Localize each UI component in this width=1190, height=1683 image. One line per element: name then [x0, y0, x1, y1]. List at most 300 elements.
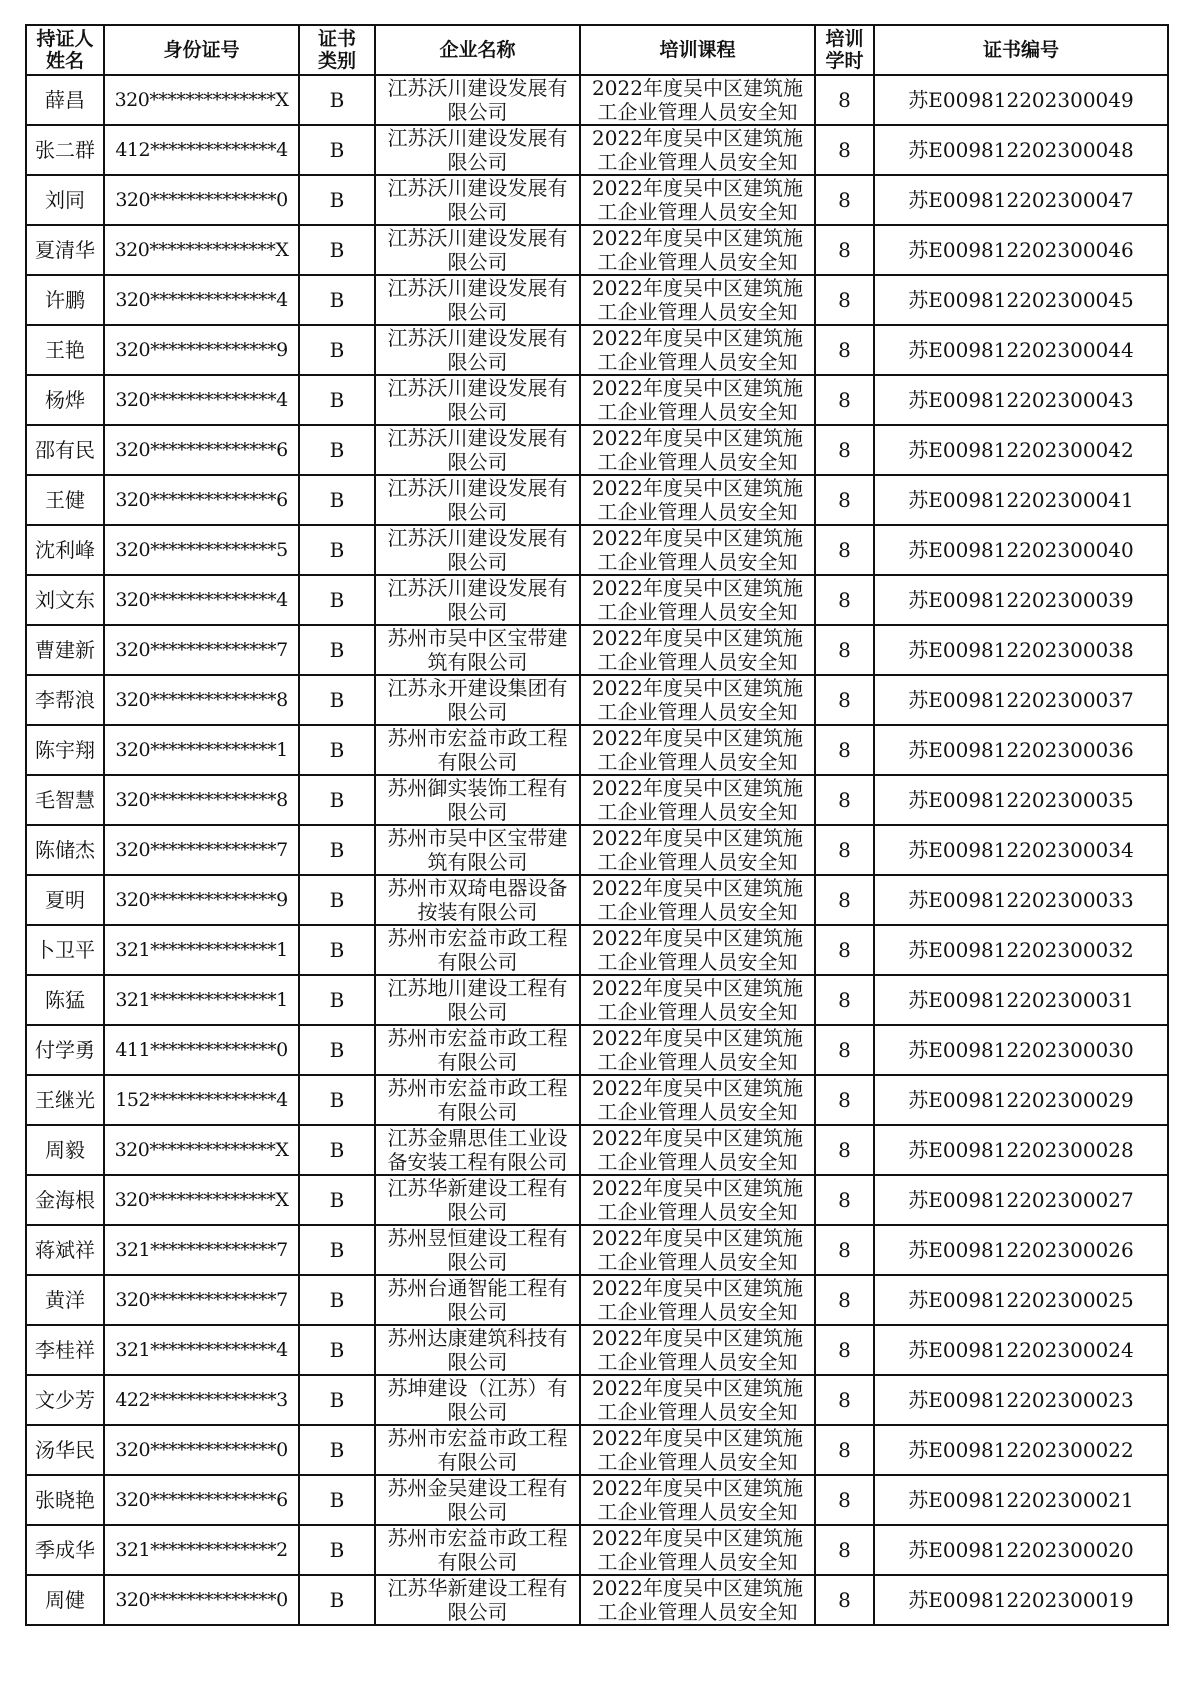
holder-name-cell: 李桂祥	[26, 1325, 104, 1375]
hours-cell: 8	[815, 825, 874, 875]
hours-cell: 8	[815, 625, 874, 675]
course-cell	[580, 125, 815, 175]
table-row	[26, 1575, 1168, 1625]
course-cell	[580, 1225, 815, 1275]
company-cell-text: 江苏华新建设工程有限公司	[387, 1176, 568, 1224]
course-cell-text: 2022年度吴中区建筑施工企业管理人员安全知	[592, 1076, 803, 1124]
header-id-number: 身份证号	[104, 25, 299, 75]
table-row	[26, 425, 1168, 475]
id-number-cell: 320**************0	[104, 1575, 299, 1625]
id-number-cell: 321**************2	[104, 1525, 299, 1575]
cert-type-cell: B	[299, 1225, 375, 1275]
holder-name-cell: 夏清华	[26, 225, 104, 275]
company-cell-text: 江苏沃川建设发展有限公司	[387, 376, 568, 424]
cert-type-cell: B	[299, 375, 375, 425]
cert-number-cell: 苏E009812202300025	[874, 1275, 1168, 1325]
id-number-cell: 320**************7	[104, 625, 299, 675]
table-row	[26, 1275, 1168, 1325]
company-cell	[375, 1375, 580, 1425]
id-number-cell: 320**************7	[104, 825, 299, 875]
company-cell-text: 江苏华新建设工程有限公司	[387, 1576, 568, 1624]
id-number-cell: 320**************0	[104, 175, 299, 225]
table-row	[26, 225, 1168, 275]
cert-number-cell: 苏E009812202300036	[874, 725, 1168, 775]
course-cell-text: 2022年度吴中区建筑施工企业管理人员安全知	[592, 426, 803, 474]
course-cell	[580, 425, 815, 475]
company-cell-text: 江苏沃川建设发展有限公司	[387, 476, 568, 524]
holder-name-cell: 刘同	[26, 175, 104, 225]
holder-name-cell: 夏明	[26, 875, 104, 925]
holder-name-cell: 沈利峰	[26, 525, 104, 575]
table-row	[26, 725, 1168, 775]
cert-number-cell: 苏E009812202300040	[874, 525, 1168, 575]
table-row	[26, 1125, 1168, 1175]
hours-cell: 8	[815, 1475, 874, 1525]
company-cell	[375, 125, 580, 175]
cert-number-cell: 苏E009812202300048	[874, 125, 1168, 175]
cert-number-cell: 苏E009812202300041	[874, 475, 1168, 525]
holder-name-cell: 王继光	[26, 1075, 104, 1125]
course-cell-text: 2022年度吴中区建筑施工企业管理人员安全知	[592, 476, 803, 524]
course-cell-text: 2022年度吴中区建筑施工企业管理人员安全知	[592, 876, 803, 924]
cert-number-cell: 苏E009812202300020	[874, 1525, 1168, 1575]
company-cell	[375, 175, 580, 225]
hours-cell: 8	[815, 75, 874, 125]
holder-name-cell: 王健	[26, 475, 104, 525]
holder-name-cell: 李帮浪	[26, 675, 104, 725]
company-cell	[375, 525, 580, 575]
company-cell	[375, 875, 580, 925]
company-cell-text: 苏州御实装饰工程有限公司	[387, 776, 568, 824]
cert-type-cell: B	[299, 1525, 375, 1575]
table-row	[26, 1475, 1168, 1525]
table-row	[26, 1425, 1168, 1475]
table-row	[26, 1325, 1168, 1375]
id-number-cell: 320**************1	[104, 725, 299, 775]
course-cell-text: 2022年度吴中区建筑施工企业管理人员安全知	[592, 1426, 803, 1474]
course-cell	[580, 925, 815, 975]
table-row	[26, 475, 1168, 525]
hours-cell: 8	[815, 575, 874, 625]
cert-type-cell: B	[299, 1425, 375, 1475]
table-row	[26, 1025, 1168, 1075]
course-cell-text: 2022年度吴中区建筑施工企业管理人员安全知	[592, 376, 803, 424]
cert-type-cell: B	[299, 625, 375, 675]
company-cell-text: 江苏沃川建设发展有限公司	[387, 76, 568, 124]
company-cell-text: 江苏沃川建设发展有限公司	[387, 426, 568, 474]
course-cell-text: 2022年度吴中区建筑施工企业管理人员安全知	[592, 1526, 803, 1574]
holder-name-cell: 付学勇	[26, 1025, 104, 1075]
table-row	[26, 175, 1168, 225]
cert-type-cell: B	[299, 1575, 375, 1625]
cert-number-cell: 苏E009812202300029	[874, 1075, 1168, 1125]
id-number-cell: 152**************4	[104, 1075, 299, 1125]
company-cell	[375, 825, 580, 875]
id-number-cell: 320**************9	[104, 875, 299, 925]
company-cell-text: 苏坤建设（江苏）有限公司	[387, 1376, 568, 1424]
header-company: 企业名称	[375, 25, 580, 75]
course-cell-text: 2022年度吴中区建筑施工企业管理人员安全知	[592, 926, 803, 974]
certificate-table	[25, 24, 1169, 1626]
hours-cell: 8	[815, 1575, 874, 1625]
company-cell-text: 苏州台通智能工程有限公司	[387, 1276, 568, 1324]
table-row	[26, 1375, 1168, 1425]
holder-name-cell: 王艳	[26, 325, 104, 375]
table-row	[26, 325, 1168, 375]
course-cell-text: 2022年度吴中区建筑施工企业管理人员安全知	[592, 1226, 803, 1274]
id-number-cell: 320**************6	[104, 475, 299, 525]
cert-type-cell: B	[299, 75, 375, 125]
table-row	[26, 775, 1168, 825]
course-cell-text: 2022年度吴中区建筑施工企业管理人员安全知	[592, 1576, 803, 1624]
cert-type-cell: B	[299, 1325, 375, 1375]
table-row	[26, 1225, 1168, 1275]
company-cell	[375, 1225, 580, 1275]
company-cell-text: 苏州市宏益市政工程有限公司	[387, 1426, 568, 1474]
company-cell	[375, 675, 580, 725]
course-cell	[580, 1575, 815, 1625]
course-cell	[580, 1125, 815, 1175]
cert-type-cell: B	[299, 1475, 375, 1525]
course-cell	[580, 575, 815, 625]
id-number-cell: 320**************6	[104, 425, 299, 475]
company-cell-text: 江苏金鼎思佳工业设备安装工程有限公司	[387, 1126, 568, 1174]
cert-type-cell: B	[299, 525, 375, 575]
cert-type-cell: B	[299, 425, 375, 475]
hours-cell: 8	[815, 175, 874, 225]
cert-number-cell: 苏E009812202300049	[874, 75, 1168, 125]
hours-cell: 8	[815, 1025, 874, 1075]
cert-type-cell: B	[299, 125, 375, 175]
holder-name-cell: 张晓艳	[26, 1475, 104, 1525]
cert-type-cell: B	[299, 275, 375, 325]
course-cell-text: 2022年度吴中区建筑施工企业管理人员安全知	[592, 1126, 803, 1174]
course-cell	[580, 725, 815, 775]
company-cell-text: 江苏沃川建设发展有限公司	[387, 176, 568, 224]
cert-number-cell: 苏E009812202300034	[874, 825, 1168, 875]
cert-number-cell: 苏E009812202300028	[874, 1125, 1168, 1175]
cert-type-cell: B	[299, 725, 375, 775]
holder-name-cell: 陈宇翔	[26, 725, 104, 775]
id-number-cell: 320**************4	[104, 575, 299, 625]
id-number-cell: 412**************4	[104, 125, 299, 175]
company-cell	[375, 1525, 580, 1575]
course-cell-text: 2022年度吴中区建筑施工企业管理人员安全知	[592, 1326, 803, 1374]
course-cell-text: 2022年度吴中区建筑施工企业管理人员安全知	[592, 1276, 803, 1324]
cert-type-cell: B	[299, 875, 375, 925]
holder-name-cell: 邵有民	[26, 425, 104, 475]
cert-number-cell: 苏E009812202300023	[874, 1375, 1168, 1425]
course-cell	[580, 875, 815, 925]
id-number-cell: 320**************4	[104, 275, 299, 325]
holder-name-cell: 黄洋	[26, 1275, 104, 1325]
course-cell	[580, 625, 815, 675]
cert-number-cell: 苏E009812202300019	[874, 1575, 1168, 1625]
holder-name-cell: 陈猛	[26, 975, 104, 1025]
course-cell	[580, 825, 815, 875]
cert-number-cell: 苏E009812202300038	[874, 625, 1168, 675]
cert-type-cell: B	[299, 325, 375, 375]
cert-type-cell: B	[299, 225, 375, 275]
id-number-cell: 320**************4	[104, 375, 299, 425]
course-cell-text: 2022年度吴中区建筑施工企业管理人员安全知	[592, 326, 803, 374]
cert-number-cell: 苏E009812202300037	[874, 675, 1168, 725]
company-cell	[375, 1475, 580, 1525]
table-row	[26, 125, 1168, 175]
company-cell	[375, 575, 580, 625]
id-number-cell: 321**************7	[104, 1225, 299, 1275]
company-cell-text: 苏州市吴中区宝带建筑有限公司	[387, 626, 568, 674]
id-number-cell: 320**************8	[104, 775, 299, 825]
course-cell	[580, 525, 815, 575]
hours-cell: 8	[815, 225, 874, 275]
holder-name-cell: 许鹏	[26, 275, 104, 325]
hours-cell: 8	[815, 375, 874, 425]
company-cell	[375, 925, 580, 975]
course-cell	[580, 675, 815, 725]
cert-number-cell: 苏E009812202300042	[874, 425, 1168, 475]
table-row	[26, 1075, 1168, 1125]
company-cell-text: 苏州达康建筑科技有限公司	[387, 1326, 568, 1374]
header-holder-name: 持证人姓名	[26, 25, 104, 75]
company-cell	[375, 425, 580, 475]
course-cell	[580, 1275, 815, 1325]
holder-name-cell: 文少芳	[26, 1375, 104, 1425]
holder-name-cell: 周毅	[26, 1125, 104, 1175]
id-number-cell: 411**************0	[104, 1025, 299, 1075]
hours-cell: 8	[815, 775, 874, 825]
holder-name-cell: 张二群	[26, 125, 104, 175]
company-cell	[375, 625, 580, 675]
cert-number-cell: 苏E009812202300021	[874, 1475, 1168, 1525]
hours-cell: 8	[815, 1125, 874, 1175]
cert-type-cell: B	[299, 675, 375, 725]
course-cell-text: 2022年度吴中区建筑施工企业管理人员安全知	[592, 126, 803, 174]
header-cert-number: 证书编号	[874, 25, 1168, 75]
course-cell-text: 2022年度吴中区建筑施工企业管理人员安全知	[592, 776, 803, 824]
company-cell-text: 江苏永开建设集团有限公司	[387, 676, 568, 724]
hours-cell: 8	[815, 425, 874, 475]
company-cell	[375, 1325, 580, 1375]
holder-name-cell: 汤华民	[26, 1425, 104, 1475]
hours-cell: 8	[815, 975, 874, 1025]
cert-number-cell: 苏E009812202300031	[874, 975, 1168, 1025]
course-cell	[580, 325, 815, 375]
header-row	[26, 25, 1168, 75]
hours-cell: 8	[815, 675, 874, 725]
company-cell	[375, 1075, 580, 1125]
company-cell	[375, 75, 580, 125]
holder-name-cell: 金海根	[26, 1175, 104, 1225]
company-cell-text: 苏州市宏益市政工程有限公司	[387, 1076, 568, 1124]
course-cell-text: 2022年度吴中区建筑施工企业管理人员安全知	[592, 676, 803, 724]
course-cell	[580, 1475, 815, 1525]
hours-cell: 8	[815, 1075, 874, 1125]
course-cell	[580, 475, 815, 525]
header-hours: 培训学时	[815, 25, 874, 75]
holder-name-cell: 季成华	[26, 1525, 104, 1575]
table-row	[26, 575, 1168, 625]
table-row	[26, 275, 1168, 325]
course-cell-text: 2022年度吴中区建筑施工企业管理人员安全知	[592, 1176, 803, 1224]
hours-cell: 8	[815, 475, 874, 525]
course-cell-text: 2022年度吴中区建筑施工企业管理人员安全知	[592, 526, 803, 574]
hours-cell: 8	[815, 1425, 874, 1475]
course-cell-text: 2022年度吴中区建筑施工企业管理人员安全知	[592, 826, 803, 874]
id-number-cell: 320**************X	[104, 75, 299, 125]
hours-cell: 8	[815, 125, 874, 175]
cert-type-cell: B	[299, 575, 375, 625]
table-row	[26, 625, 1168, 675]
hours-cell: 8	[815, 725, 874, 775]
table-row	[26, 525, 1168, 575]
id-number-cell: 320**************0	[104, 1425, 299, 1475]
table-row	[26, 1525, 1168, 1575]
hours-cell: 8	[815, 1325, 874, 1375]
cert-type-cell: B	[299, 1075, 375, 1125]
hours-cell: 8	[815, 875, 874, 925]
company-cell	[375, 1175, 580, 1225]
cert-number-cell: 苏E009812202300045	[874, 275, 1168, 325]
course-cell	[580, 225, 815, 275]
cert-type-cell: B	[299, 1175, 375, 1225]
course-cell-text: 2022年度吴中区建筑施工企业管理人员安全知	[592, 226, 803, 274]
course-cell	[580, 975, 815, 1025]
company-cell-text: 苏州金吴建设工程有限公司	[387, 1476, 568, 1524]
company-cell	[375, 1425, 580, 1475]
cert-number-cell: 苏E009812202300043	[874, 375, 1168, 425]
id-number-cell: 320**************6	[104, 1475, 299, 1525]
cert-type-cell: B	[299, 775, 375, 825]
company-cell-text: 江苏地川建设工程有限公司	[387, 976, 568, 1024]
cert-number-cell: 苏E009812202300026	[874, 1225, 1168, 1275]
company-cell	[375, 375, 580, 425]
cert-number-cell: 苏E009812202300030	[874, 1025, 1168, 1075]
table-body	[26, 75, 1168, 1625]
company-cell-text: 苏州市吴中区宝带建筑有限公司	[387, 826, 568, 874]
company-cell	[375, 275, 580, 325]
course-cell	[580, 375, 815, 425]
company-cell-text: 江苏沃川建设发展有限公司	[387, 226, 568, 274]
holder-name-cell: 刘文东	[26, 575, 104, 625]
id-number-cell: 321**************4	[104, 1325, 299, 1375]
cert-number-cell: 苏E009812202300044	[874, 325, 1168, 375]
course-cell	[580, 1525, 815, 1575]
cert-number-cell: 苏E009812202300024	[874, 1325, 1168, 1375]
id-number-cell: 320**************X	[104, 1125, 299, 1175]
cert-number-cell: 苏E009812202300032	[874, 925, 1168, 975]
course-cell	[580, 1075, 815, 1125]
company-cell	[375, 775, 580, 825]
cert-type-cell: B	[299, 1025, 375, 1075]
cert-number-cell: 苏E009812202300033	[874, 875, 1168, 925]
course-cell-text: 2022年度吴中区建筑施工企业管理人员安全知	[592, 1376, 803, 1424]
id-number-cell: 320**************5	[104, 525, 299, 575]
company-cell-text: 江苏沃川建设发展有限公司	[387, 126, 568, 174]
header-cert-type: 证书类别	[299, 25, 375, 75]
cert-type-cell: B	[299, 175, 375, 225]
cert-type-cell: B	[299, 475, 375, 525]
holder-name-cell: 杨烨	[26, 375, 104, 425]
course-cell	[580, 775, 815, 825]
id-number-cell: 320**************7	[104, 1275, 299, 1325]
company-cell-text: 江苏沃川建设发展有限公司	[387, 576, 568, 624]
cert-type-cell: B	[299, 1275, 375, 1325]
course-cell	[580, 1325, 815, 1375]
holder-name-cell: 卜卫平	[26, 925, 104, 975]
company-cell	[375, 475, 580, 525]
course-cell	[580, 1375, 815, 1425]
table-row	[26, 75, 1168, 125]
holder-name-cell: 曹建新	[26, 625, 104, 675]
course-cell-text: 2022年度吴中区建筑施工企业管理人员安全知	[592, 576, 803, 624]
cert-type-cell: B	[299, 1375, 375, 1425]
hours-cell: 8	[815, 925, 874, 975]
table-row	[26, 825, 1168, 875]
cert-type-cell: B	[299, 975, 375, 1025]
id-number-cell: 320**************8	[104, 675, 299, 725]
company-cell	[375, 975, 580, 1025]
company-cell-text: 苏州市双琦电器设备按装有限公司	[387, 876, 568, 924]
cert-number-cell: 苏E009812202300046	[874, 225, 1168, 275]
cert-number-cell: 苏E009812202300039	[874, 575, 1168, 625]
course-cell-text: 2022年度吴中区建筑施工企业管理人员安全知	[592, 1026, 803, 1074]
course-cell-text: 2022年度吴中区建筑施工企业管理人员安全知	[592, 76, 803, 124]
id-number-cell: 422**************3	[104, 1375, 299, 1425]
id-number-cell: 321**************1	[104, 975, 299, 1025]
cert-number-cell: 苏E009812202300035	[874, 775, 1168, 825]
hours-cell: 8	[815, 1225, 874, 1275]
company-cell	[375, 225, 580, 275]
course-cell-text: 2022年度吴中区建筑施工企业管理人员安全知	[592, 1476, 803, 1524]
table-row	[26, 675, 1168, 725]
id-number-cell: 321**************1	[104, 925, 299, 975]
id-number-cell: 320**************X	[104, 225, 299, 275]
cert-type-cell: B	[299, 925, 375, 975]
course-cell-text: 2022年度吴中区建筑施工企业管理人员安全知	[592, 726, 803, 774]
table-row	[26, 875, 1168, 925]
company-cell-text: 苏州市宏益市政工程有限公司	[387, 926, 568, 974]
id-number-cell: 320**************X	[104, 1175, 299, 1225]
company-cell	[375, 725, 580, 775]
table-header	[26, 25, 1168, 75]
cert-type-cell: B	[299, 1125, 375, 1175]
hours-cell: 8	[815, 1375, 874, 1425]
hours-cell: 8	[815, 525, 874, 575]
cert-type-cell: B	[299, 825, 375, 875]
holder-name-cell: 蒋斌祥	[26, 1225, 104, 1275]
holder-name-cell: 周健	[26, 1575, 104, 1625]
hours-cell: 8	[815, 275, 874, 325]
course-cell-text: 2022年度吴中区建筑施工企业管理人员安全知	[592, 176, 803, 224]
course-cell-text: 2022年度吴中区建筑施工企业管理人员安全知	[592, 626, 803, 674]
company-cell-text: 江苏沃川建设发展有限公司	[387, 326, 568, 374]
hours-cell: 8	[815, 1525, 874, 1575]
table-row	[26, 925, 1168, 975]
holder-name-cell: 毛智慧	[26, 775, 104, 825]
cert-number-cell: 苏E009812202300047	[874, 175, 1168, 225]
company-cell-text: 苏州市宏益市政工程有限公司	[387, 1026, 568, 1074]
company-cell	[375, 1125, 580, 1175]
hours-cell: 8	[815, 1175, 874, 1225]
cert-number-cell: 苏E009812202300022	[874, 1425, 1168, 1475]
company-cell	[375, 1575, 580, 1625]
course-cell	[580, 1025, 815, 1075]
course-cell-text: 2022年度吴中区建筑施工企业管理人员安全知	[592, 976, 803, 1024]
course-cell	[580, 1425, 815, 1475]
cert-number-cell: 苏E009812202300027	[874, 1175, 1168, 1225]
company-cell	[375, 1275, 580, 1325]
